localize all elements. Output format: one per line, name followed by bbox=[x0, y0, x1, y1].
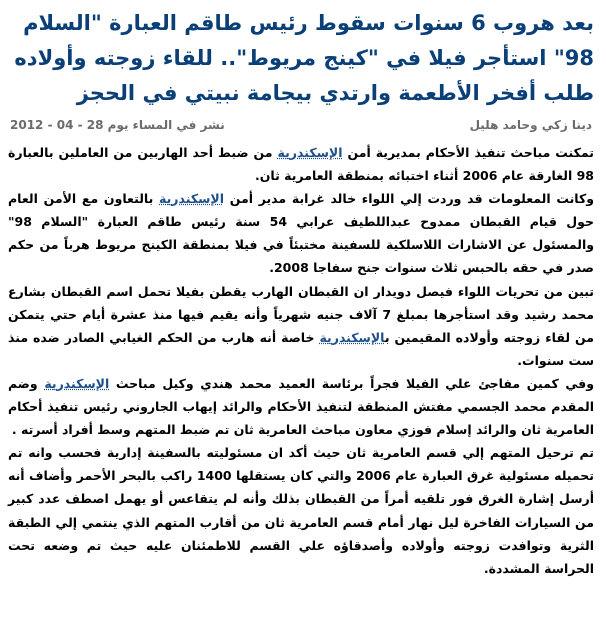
paragraph-text: تبين من تحريات اللواء فيصل دويدار ان القبطان الهارب يقطن بفيلا تحمل اسم القبطان بشارع محمد رشيد وقد استأجرها بمبلغ 7 آلاف جنيه شهرياً وأنه يقيم فيها منذ عشرة أيام حتي يتمكن من لقاء زوجته وأولاده المقيمين ب bbox=[8, 283, 594, 345]
article-paragraph-5: تم ترحيل المتهم إلي قسم العامرية ثان حيث أكد ان مسئوليته بالسفينة إدارية فحسب وانه تم تحميله مسئولية غرق العبارة عام 2006 والتي كان يستقلها 1400 راكب بالبحر الأحمر وأضاف أنه أرسل إشارة الغرق فور تلقيه أمراً من القبطان بذلك وأنه لم يتقاعس أو يهمل اصطف عدد كبير من السيارات الفاخرة ليل نهار أمام قسم العامرية ثان من أقارب المتهم الذي ينتمي إلي الطبقة الثرية وتوافدت زوجته وأولاده وأصدقاؤه علي القسم للاطمئنان عليه حيث تم وضعه تحت الحراسة المشددة. bbox=[8, 445, 594, 576]
paragraph-text: بالتعاون مع الأمن العام حول قيام القبطان ممدوح عبداللطيف عرابي 54 سنة رئيس طاقم العبارة "السلام 98" والمسئول عن الاشارات اللاسلكية للسفينة مختبئاً في فيلا بمنطقة الكينج مريوط هرباً من حكم صدر في حقه بالحبس ثلاث سنوات جنح سفاجا 2008. bbox=[8, 191, 594, 276]
paragraph-text: تمكنت مباحث تنفيذ الأحكام بمديرية أمن bbox=[342, 145, 594, 160]
keyword-link-alexandria[interactable]: الإسكندرية bbox=[277, 145, 343, 160]
article-author: دينا زكي وحامد هليل bbox=[469, 118, 592, 132]
keyword-link-alexandria[interactable]: الإسكندرية bbox=[159, 191, 224, 207]
keyword-link-alexandria[interactable]: الإسكندرية bbox=[44, 375, 110, 391]
keyword-link-alexandria[interactable]: الإسكندرية bbox=[319, 329, 385, 345]
article-headline: بعد هروب 6 سنوات سقوط رئيس طاقم العبارة "السلام 98" استأجر فيلا في "كينج مريوط".. للقاء زوجته وأولاده طلب أفخر الأطعمة وارتدي بيجامة نبيتي في الحجز bbox=[14, 11, 594, 105]
article-paragraph-2 bbox=[8, 187, 594, 279]
article-byline bbox=[8, 115, 594, 137]
article-paragraph-3 bbox=[8, 280, 594, 372]
paragraph-text: من ضبط أحد الهاربين من العاملين بالعبارة 98 الغارقة عام 2006 أثناء اختبائه بمنطقة العامرية ثان. bbox=[8, 145, 594, 184]
article-date: نشر في المساء يوم 28 - 04 - 2012 bbox=[10, 118, 225, 132]
article-body bbox=[8, 141, 594, 580]
paragraph-text: وفي كمين مفاجئ علي الفيلا فجراً برئاسة العميد محمد هندي وكيل مباحث bbox=[109, 375, 594, 391]
paragraph-text: وكانت المعلومات قد وردت إلي اللواء خالد غرابة مدير أمن bbox=[223, 191, 595, 207]
article-paragraph-1 bbox=[8, 141, 594, 187]
paragraph-text: خاصة أنه هارب من الحكم الغيابي الصادر ضده منذ ست سنوات. bbox=[8, 329, 594, 368]
paragraph-text: وضم المقدم محمد الجسمي مفتش المنطقة لتنفيذ الأحكام والرائد إيهاب الجاروني رئيس تنفيذ أحكام العامرية ثان والرائد إسلام فوزي معاون مباحث العامرية ثان تم ضبط المتهم وسط أفراد أسرته . bbox=[8, 375, 594, 438]
article-paragraph-4 bbox=[8, 372, 594, 441]
